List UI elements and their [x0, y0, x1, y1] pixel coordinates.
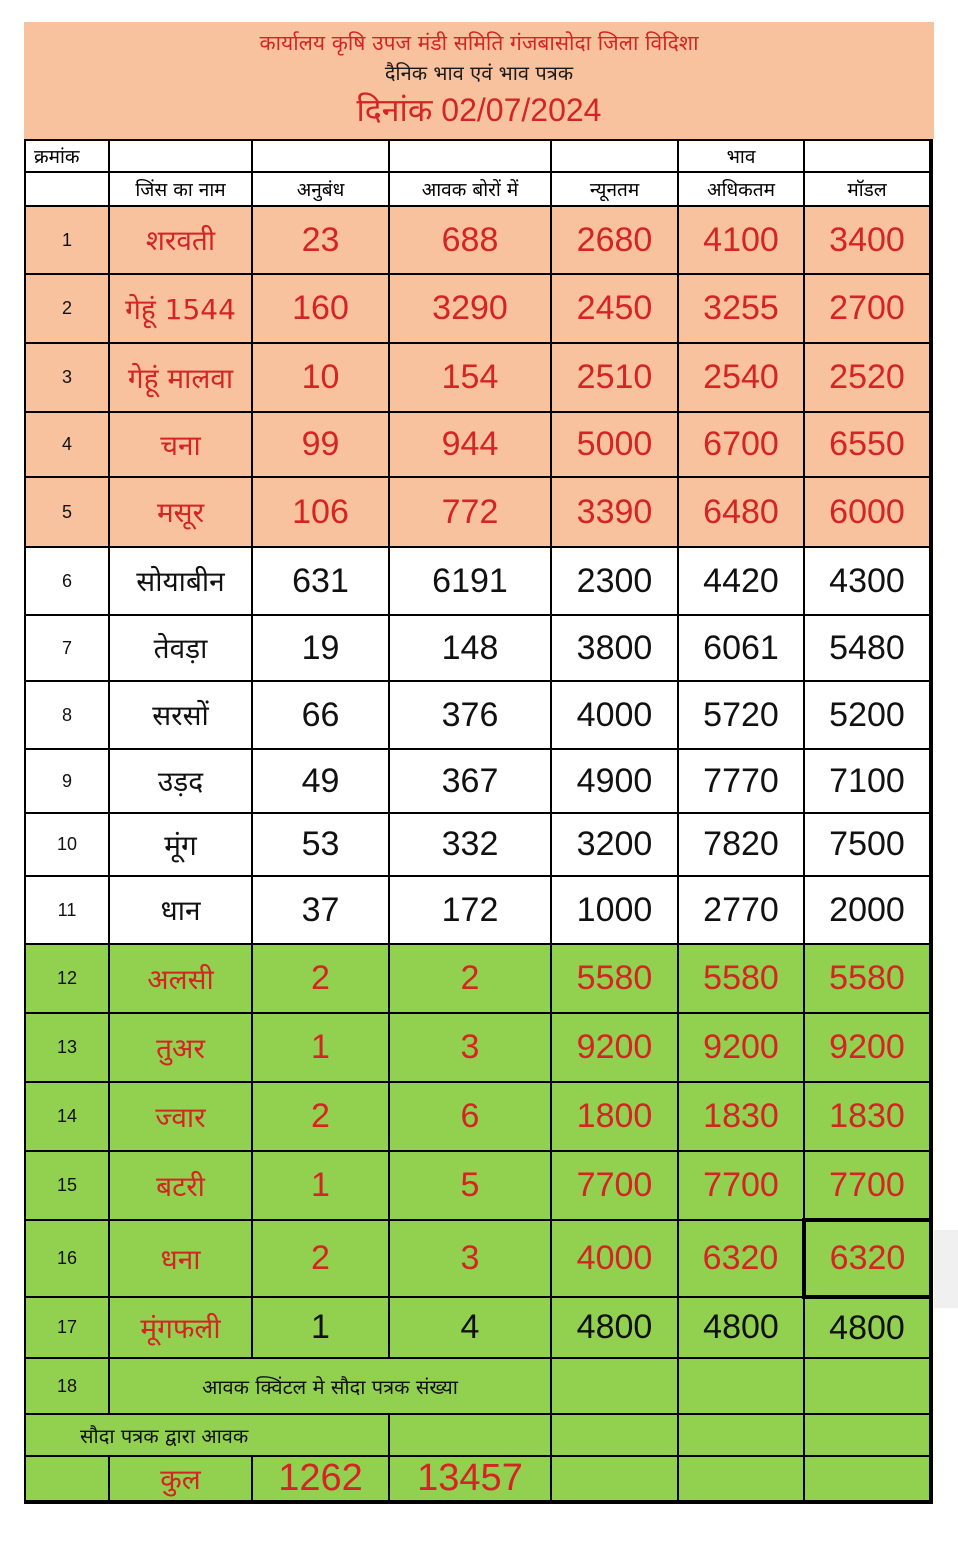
- min-price-cell: 1000: [551, 876, 678, 944]
- commodity-name-cell: धान: [109, 876, 252, 944]
- arrival-cell: 6191: [389, 547, 551, 615]
- max-price-cell: 9200: [678, 1013, 804, 1082]
- office-title: कार्यालय कृषि उपज मंडी समिति गंजबासोदा जिला विदिशा: [259, 31, 699, 55]
- sheet-header: [24, 22, 934, 139]
- commodity-name-cell: मूंग: [109, 813, 252, 876]
- modal-price-cell: 7700: [804, 1151, 931, 1220]
- max-price-cell: 2770: [678, 876, 804, 944]
- min-price-cell: 4900: [551, 749, 678, 813]
- contract-cell: 23: [252, 206, 389, 274]
- min-price-cell: 1800: [551, 1082, 678, 1151]
- commodity-name-cell: तेवड़ा: [109, 615, 252, 681]
- empty-cell: [678, 1456, 804, 1502]
- contract-header: अनुबंध: [252, 172, 389, 206]
- max-price-cell: 4800: [678, 1297, 804, 1358]
- contract-cell: 1: [252, 1151, 389, 1220]
- arrival-cell: 772: [389, 477, 551, 547]
- contract-cell: 37: [252, 876, 389, 944]
- contract-cell: 49: [252, 749, 389, 813]
- arrival-cell: 376: [389, 681, 551, 749]
- modal-price-cell: 2000: [804, 876, 931, 944]
- commodity-name-cell: धना: [109, 1220, 252, 1297]
- row-18-text: आवक क्विंटल मे सौदा पत्रक संख्या: [109, 1358, 551, 1414]
- modal-price-cell: 5200: [804, 681, 931, 749]
- min-price-cell: 2510: [551, 343, 678, 412]
- table-row: [25, 1082, 931, 1151]
- contract-cell: 2: [252, 1082, 389, 1151]
- table-row: [25, 547, 931, 615]
- blank-header-cell: [109, 140, 252, 172]
- total-arrival: 13457: [389, 1456, 551, 1502]
- modal-price-cell: 2700: [804, 274, 931, 343]
- contract-cell: 106: [252, 477, 389, 547]
- modal-price-cell: 4300: [804, 547, 931, 615]
- min-price-cell: 3200: [551, 813, 678, 876]
- modal-price-cell: 5580: [804, 944, 931, 1013]
- sheet-subtitle: दैनिक भाव एवं भाव पत्रक: [384, 61, 574, 85]
- serial-cell: 7: [25, 615, 109, 681]
- contract-cell: 10: [252, 343, 389, 412]
- contract-cell: 631: [252, 547, 389, 615]
- empty-cell: [804, 1456, 931, 1502]
- price-sheet: [24, 22, 934, 1504]
- min-price-cell: 3800: [551, 615, 678, 681]
- empty-cell: [804, 1414, 931, 1456]
- modal-price-cell: 6550: [804, 412, 931, 477]
- commodity-name-cell: ज्वार: [109, 1082, 252, 1151]
- empty-cell: [804, 1358, 931, 1414]
- sheet-date: दिनांक 02/07/2024: [356, 92, 602, 128]
- edge-strip: [934, 1230, 958, 1308]
- modal-price-header: मॉडल: [804, 172, 931, 206]
- commodity-name-cell: मूंगफली: [109, 1297, 252, 1358]
- table-row: [25, 681, 931, 749]
- modal-price-cell: 3400: [804, 206, 931, 274]
- table-row: [25, 1013, 931, 1082]
- table-row: [25, 412, 931, 477]
- contract-cell: 66: [252, 681, 389, 749]
- contract-cell: 1: [252, 1013, 389, 1082]
- serial-cell: 13: [25, 1013, 109, 1082]
- min-price-cell: 4800: [551, 1297, 678, 1358]
- arrival-cell: 2: [389, 944, 551, 1013]
- contract-cell: 53: [252, 813, 389, 876]
- commodity-name-cell: सोयाबीन: [109, 547, 252, 615]
- max-price-cell: 1830: [678, 1082, 804, 1151]
- contract-cell: 2: [252, 944, 389, 1013]
- price-group-header: भाव: [678, 140, 804, 172]
- blank-header-cell: [389, 140, 551, 172]
- min-price-cell: 3390: [551, 477, 678, 547]
- commodity-header: जिंस का नाम: [109, 172, 252, 206]
- arrival-cell: 154: [389, 343, 551, 412]
- empty-cell: [389, 1414, 551, 1456]
- min-price-cell: 4000: [551, 681, 678, 749]
- max-price-cell: 5580: [678, 944, 804, 1013]
- serial-cell: 9: [25, 749, 109, 813]
- max-price-cell: 4420: [678, 547, 804, 615]
- max-price-cell: 6061: [678, 615, 804, 681]
- table-row: [25, 944, 931, 1013]
- serial-cell: 4: [25, 412, 109, 477]
- arrival-cell: 5: [389, 1151, 551, 1220]
- serial-cell: 14: [25, 1082, 109, 1151]
- contract-cell: 1: [252, 1297, 389, 1358]
- modal-price-cell: 9200: [804, 1013, 931, 1082]
- commodity-name-cell: शरवती: [109, 206, 252, 274]
- serial-cell: 17: [25, 1297, 109, 1358]
- arrival-cell: 688: [389, 206, 551, 274]
- empty-cell: [551, 1414, 678, 1456]
- arrival-cell: 172: [389, 876, 551, 944]
- serial-cell: 12: [25, 944, 109, 1013]
- commodity-name-cell: गेहूं मालवा: [109, 343, 252, 412]
- total-label: कुल: [109, 1456, 252, 1502]
- serial-cell: 5: [25, 477, 109, 547]
- modal-price-cell: 6320: [804, 1220, 931, 1297]
- total-contract: 1262: [252, 1456, 389, 1502]
- table-row: [25, 477, 931, 547]
- modal-price-cell: 2520: [804, 343, 931, 412]
- serial-cell: 8: [25, 681, 109, 749]
- blank-header-cell: [252, 140, 389, 172]
- min-price-header: न्यूनतम: [551, 172, 678, 206]
- min-price-cell: 2680: [551, 206, 678, 274]
- table-row: [25, 206, 931, 274]
- max-price-cell: 7770: [678, 749, 804, 813]
- max-price-cell: 6480: [678, 477, 804, 547]
- serial-cell: 2: [25, 274, 109, 343]
- commodity-name-cell: अलसी: [109, 944, 252, 1013]
- empty-cell: [551, 1456, 678, 1502]
- min-price-cell: 4000: [551, 1220, 678, 1297]
- commodity-name-cell: तुअर: [109, 1013, 252, 1082]
- empty-cell: [678, 1358, 804, 1414]
- serial-cell: 3: [25, 343, 109, 412]
- min-price-cell: 7700: [551, 1151, 678, 1220]
- serial-cell: 6: [25, 547, 109, 615]
- empty-cell: [25, 1456, 109, 1502]
- modal-price-cell: 6000: [804, 477, 931, 547]
- commodity-name-cell: उड़द: [109, 749, 252, 813]
- serial-cell: 10: [25, 813, 109, 876]
- blank-header-cell: [25, 172, 109, 206]
- header-row-top: [25, 140, 931, 172]
- commodity-name-cell: सरसों: [109, 681, 252, 749]
- modal-price-cell: 5480: [804, 615, 931, 681]
- max-price-cell: 7820: [678, 813, 804, 876]
- min-price-cell: 2300: [551, 547, 678, 615]
- max-price-cell: 2540: [678, 343, 804, 412]
- min-price-cell: 5580: [551, 944, 678, 1013]
- row-18-serial: 18: [25, 1358, 109, 1414]
- max-price-cell: 6700: [678, 412, 804, 477]
- row-18: [25, 1358, 931, 1414]
- arrival-cell: 3: [389, 1220, 551, 1297]
- max-price-cell: 6320: [678, 1220, 804, 1297]
- table-row: [25, 749, 931, 813]
- serial-cell: 1: [25, 206, 109, 274]
- contract-cell: 99: [252, 412, 389, 477]
- max-price-cell: 7700: [678, 1151, 804, 1220]
- table-row: [25, 343, 931, 412]
- commodity-name-cell: चना: [109, 412, 252, 477]
- modal-price-cell: 7500: [804, 813, 931, 876]
- max-price-cell: 3255: [678, 274, 804, 343]
- arrival-header: आवक बोरों में: [389, 172, 551, 206]
- arrival-cell: 6: [389, 1082, 551, 1151]
- empty-cell: [551, 1358, 678, 1414]
- arrival-cell: 148: [389, 615, 551, 681]
- table-row: [25, 274, 931, 343]
- sauda-row: [25, 1414, 931, 1456]
- modal-price-cell: 1830: [804, 1082, 931, 1151]
- max-price-cell: 5720: [678, 681, 804, 749]
- table-row: [25, 1151, 931, 1220]
- min-price-cell: 5000: [551, 412, 678, 477]
- arrival-cell: 3: [389, 1013, 551, 1082]
- sauda-label: सौदा पत्रक द्वारा आवक: [25, 1414, 389, 1456]
- min-price-cell: 9200: [551, 1013, 678, 1082]
- serial-cell: 11: [25, 876, 109, 944]
- commodity-name-cell: मसूर: [109, 477, 252, 547]
- min-price-cell: 2450: [551, 274, 678, 343]
- arrival-cell: 367: [389, 749, 551, 813]
- arrival-cell: 3290: [389, 274, 551, 343]
- commodity-name-cell: गेहूं 1544: [109, 274, 252, 343]
- price-table: [24, 139, 933, 1504]
- arrival-cell: 332: [389, 813, 551, 876]
- max-price-header: अधिकतम: [678, 172, 804, 206]
- contract-cell: 2: [252, 1220, 389, 1297]
- max-price-cell: 4100: [678, 206, 804, 274]
- arrival-cell: 944: [389, 412, 551, 477]
- header-row-bottom: [25, 172, 931, 206]
- table-row: [25, 876, 931, 944]
- contract-cell: 160: [252, 274, 389, 343]
- blank-header-cell: [804, 140, 931, 172]
- total-row: [25, 1456, 931, 1502]
- serial-header: क्रमांक: [25, 140, 109, 172]
- arrival-cell: 4: [389, 1297, 551, 1358]
- blank-header-cell: [551, 140, 678, 172]
- table-row: [25, 1297, 931, 1358]
- commodity-name-cell: बटरी: [109, 1151, 252, 1220]
- table-row: [25, 1220, 931, 1297]
- table-row: [25, 615, 931, 681]
- serial-cell: 16: [25, 1220, 109, 1297]
- empty-cell: [678, 1414, 804, 1456]
- serial-cell: 15: [25, 1151, 109, 1220]
- modal-price-cell: 7100: [804, 749, 931, 813]
- contract-cell: 19: [252, 615, 389, 681]
- modal-price-cell: 4800: [804, 1297, 931, 1358]
- table-row: [25, 813, 931, 876]
